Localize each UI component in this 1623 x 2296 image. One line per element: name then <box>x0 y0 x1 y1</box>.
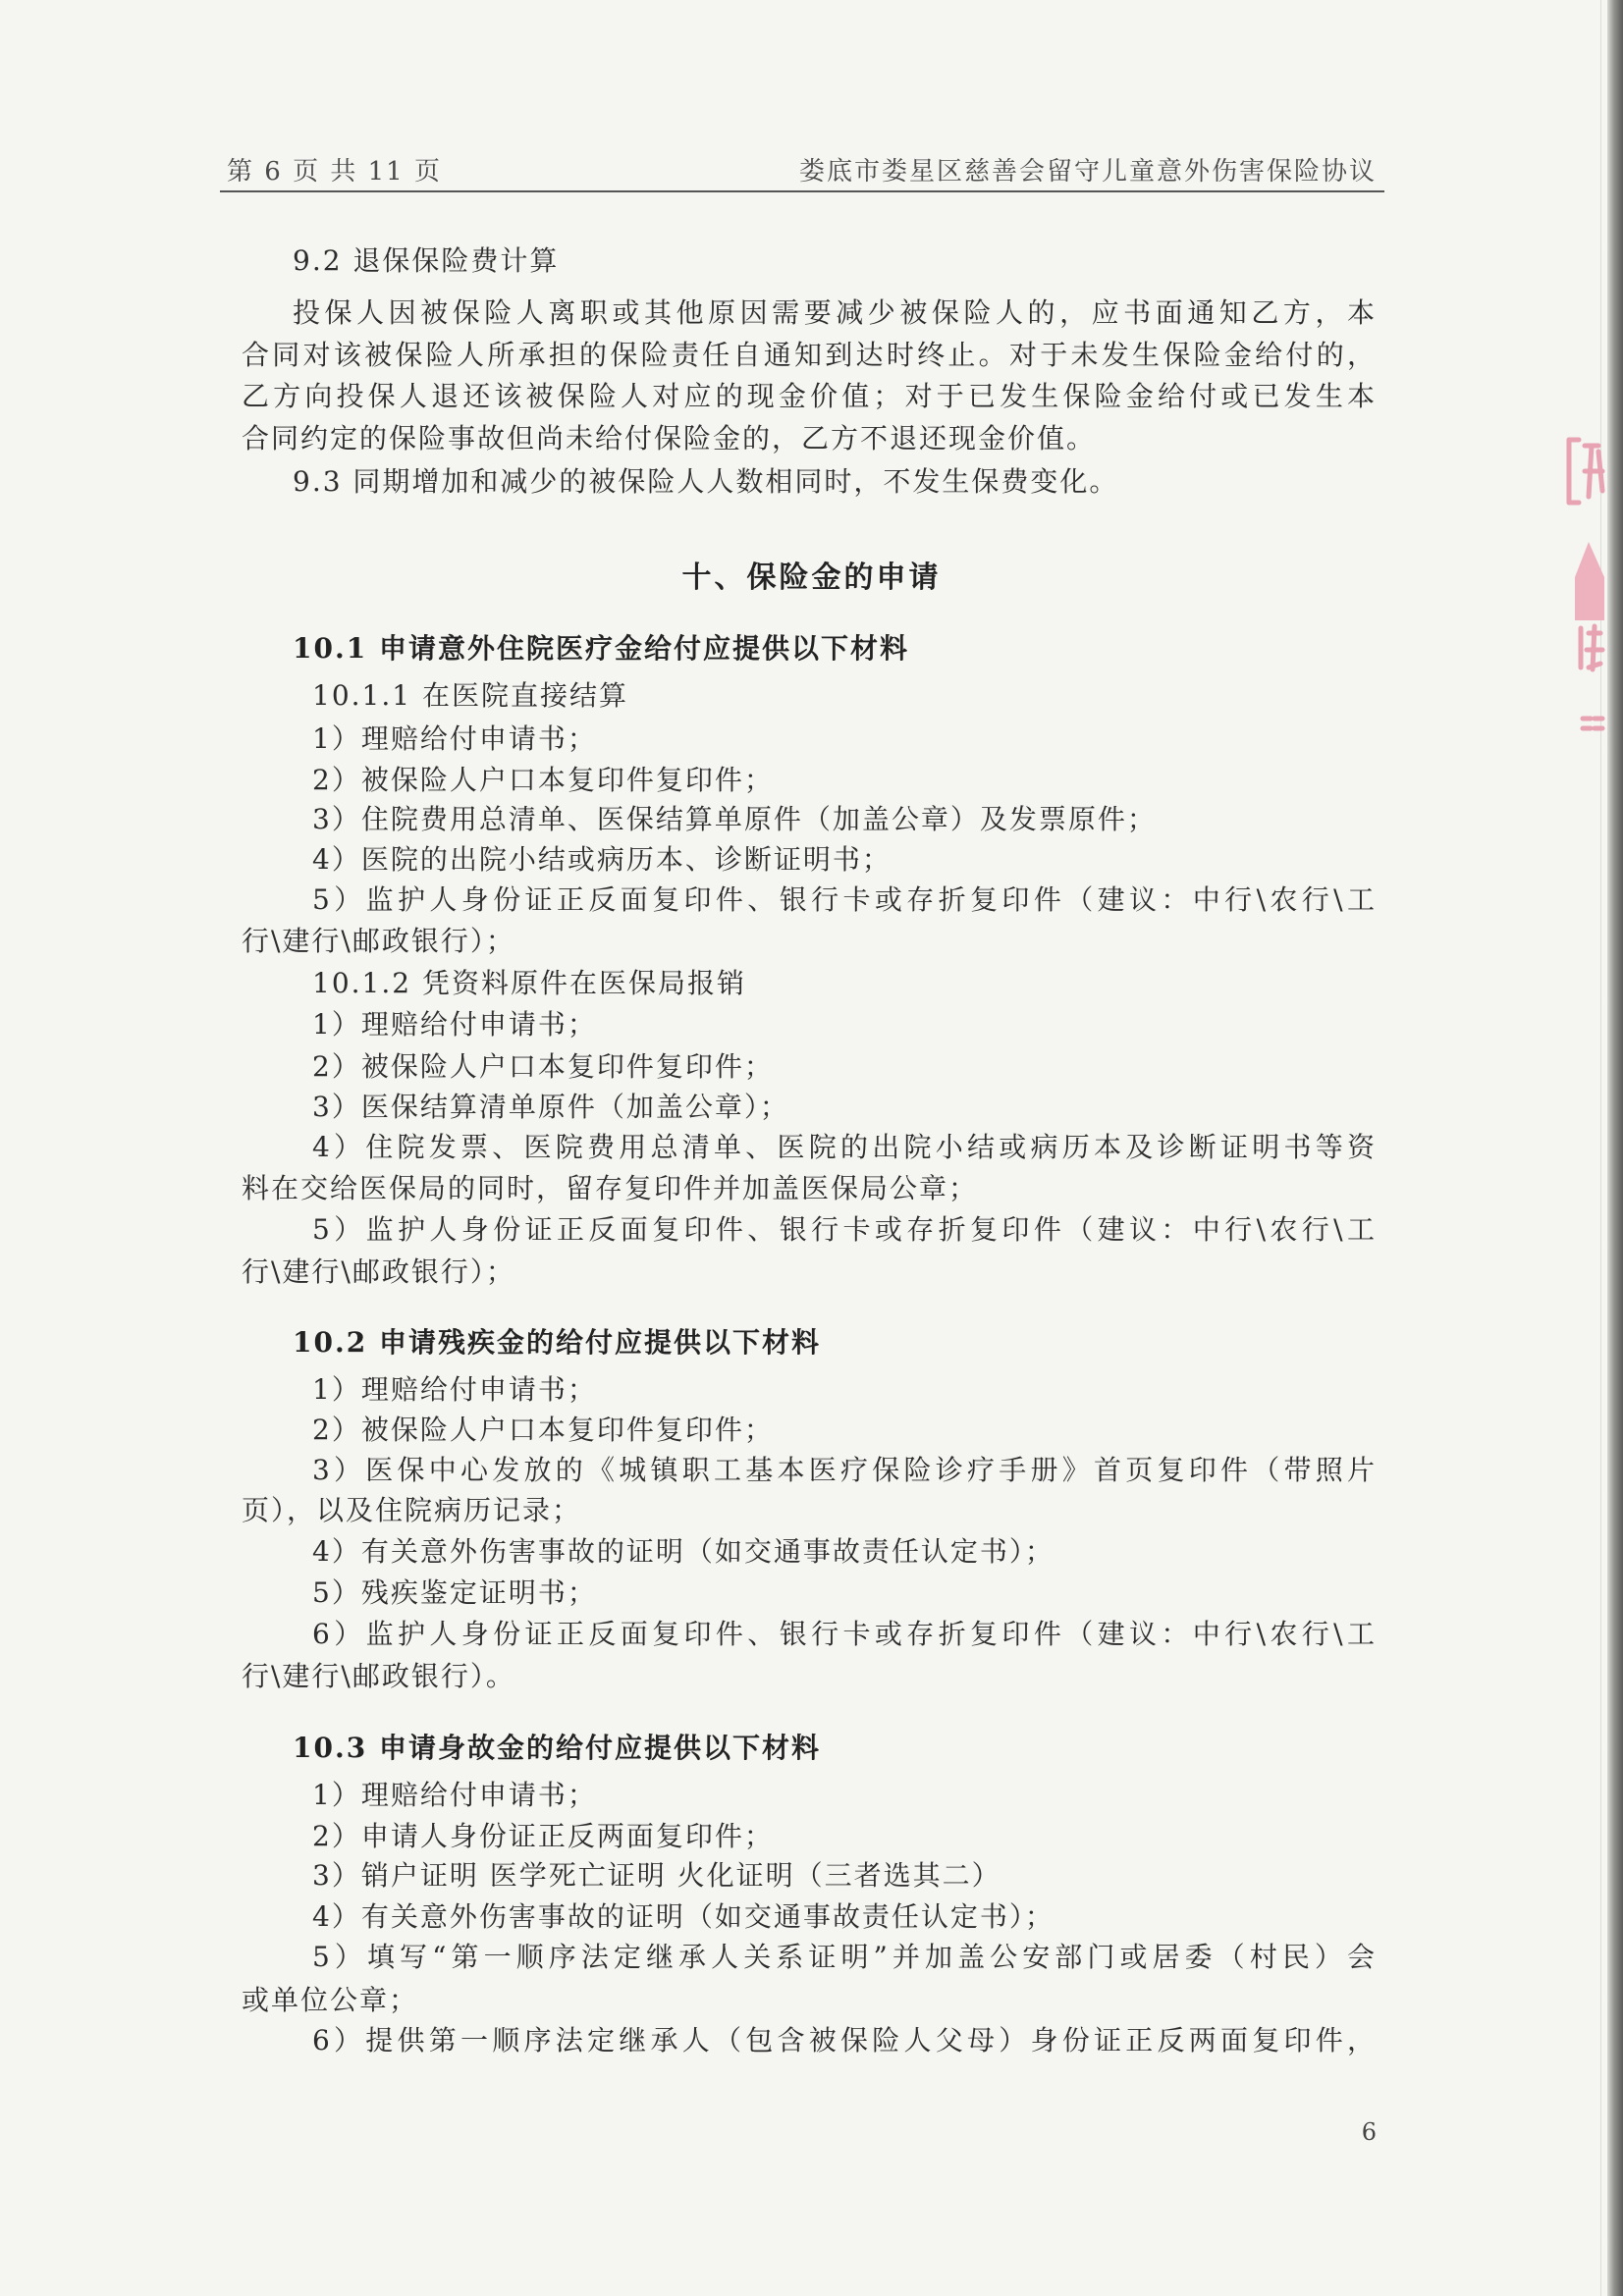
list-item: 2）被保险人户口本复印件复印件； <box>312 764 774 796</box>
subsection-10-1-1-heading: 10.1.1 在医院直接结算 <box>312 679 628 712</box>
list-item-continuation: 行\建行\邮政银行）； <box>242 1255 515 1288</box>
list-item: 1）理赔给付申请书； <box>312 722 597 755</box>
scan-edge-line <box>1600 0 1601 2296</box>
list-item: 4）有关意外伤害事故的证明（如交通事故责任认定书）； <box>312 1900 1055 1933</box>
list-item-continuation: 或单位公章； <box>242 1984 419 2016</box>
list-item: 1）理赔给付申请书； <box>312 1008 597 1041</box>
list-item: 5）残疾鉴定证明书； <box>312 1576 597 1609</box>
paragraph-line: 合同约定的保险事故但尚未给付保险金的，乙方不退还现金价值。 <box>242 422 1097 454</box>
list-item: 1）理赔给付申请书； <box>312 1373 597 1406</box>
list-item-continuation: 料在交给医保局的同时，留存复印件并加盖医保局公章； <box>242 1172 979 1204</box>
list-item: 3）医保结算清单原件（加盖公章）； <box>312 1091 789 1123</box>
paragraph-line: 合同对该被保险人所承担的保险责任自通知到达时终止。对于未发生保险金给付的， <box>242 339 1377 371</box>
list-item-continuation: 行\建行\邮政银行）； <box>242 925 515 957</box>
list-item: 3）销户证明 医学死亡证明 火化证明（三者选其二） <box>312 1859 1001 1892</box>
page-number: 6 <box>1361 2118 1377 2146</box>
scan-edge-strip <box>1607 0 1623 2296</box>
section-10-title: 十、保险金的申请 <box>681 561 942 595</box>
list-item: 2）被保险人户口本复印件复印件； <box>312 1050 774 1083</box>
subsection-10-1-heading: 10.1 申请意外住院医疗金给付应提供以下材料 <box>293 632 909 665</box>
header-document-title: 娄底市娄星区慈善会留守儿童意外伤害保险协议 <box>798 157 1377 187</box>
paragraph-line: 投保人因被保险人离职或其他原因需要减少被保险人的，应书面通知乙方，本 <box>293 296 1377 329</box>
list-item: 4）有关意外伤害事故的证明（如交通事故责任认定书）； <box>312 1535 1055 1568</box>
paragraph-line: 乙方向投保人退还该被保险人对应的现金价值；对于已发生保险金给付或已发生本 <box>242 380 1377 412</box>
subsection-9-2-title: 9.2 退保保险费计算 <box>293 244 560 277</box>
subsection-10-1-2-heading: 10.1.2 凭资料原件在医保局报销 <box>312 967 746 999</box>
subsection-10-2-heading: 10.2 申请残疾金的给付应提供以下材料 <box>293 1326 821 1359</box>
seal-fragment <box>1559 432 1608 766</box>
list-item: 5）监护人身份证正反面复印件、银行卡或存折复印件（建议：中行\农行\工 <box>312 883 1377 916</box>
list-item: 2）申请人身份证正反两面复印件； <box>312 1820 774 1852</box>
subsection-9-3-text: 9.3 同期增加和减少的被保险人人数相同时，不发生保费变化。 <box>293 465 1119 498</box>
list-item: 1）理赔给付申请书； <box>312 1779 597 1811</box>
list-item: 3）住院费用总清单、医保结算单原件（加盖公章）及发票原件； <box>312 803 1157 835</box>
list-item: 4）医院的出院小结或病历本、诊断证明书； <box>312 843 892 876</box>
list-item: 3）医保中心发放的《城镇职工基本医疗保险诊疗手册》首页复印件（带照片 <box>312 1454 1377 1486</box>
list-item-continuation: 行\建行\邮政银行）。 <box>242 1660 515 1692</box>
subsection-10-3-heading: 10.3 申请身故金的给付应提供以下材料 <box>293 1732 821 1764</box>
list-item-continuation: 页），以及住院病历记录； <box>242 1494 582 1526</box>
header-page-info: 第 6 页 共 11 页 <box>227 157 442 187</box>
list-item: 5）填写“第一顺序法定继承人关系证明”并加盖公安部门或居委（村民）会 <box>312 1941 1377 1973</box>
list-item: 6）提供第一顺序法定继承人（包含被保险人父母）身份证正反两面复印件， <box>312 2024 1377 2056</box>
list-item: 6）监护人身份证正反面复印件、银行卡或存折复印件（建议：中行\农行\工 <box>312 1618 1377 1650</box>
list-item: 5）监护人身份证正反面复印件、银行卡或存折复印件（建议：中行\农行\工 <box>312 1213 1377 1246</box>
list-item: 4）住院发票、医院费用总清单、医院的出院小结或病历本及诊断证明书等资 <box>312 1131 1377 1163</box>
list-item: 2）被保险人户口本复印件复印件； <box>312 1414 774 1446</box>
header-rule <box>220 190 1384 192</box>
